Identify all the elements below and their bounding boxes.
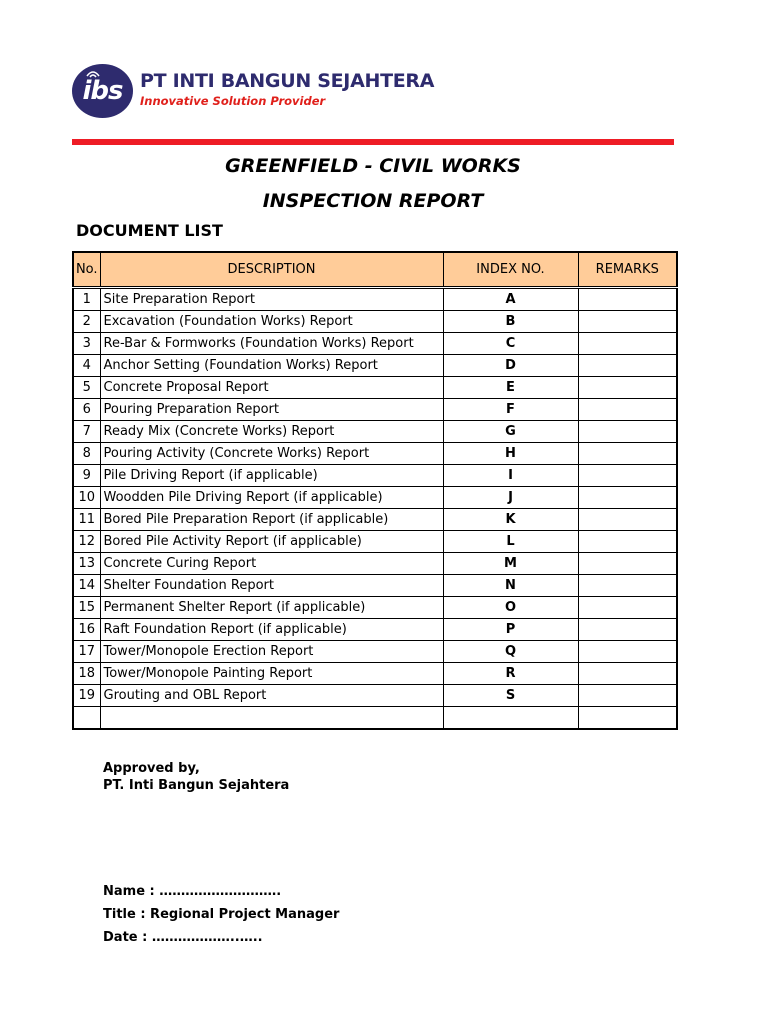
table-row bbox=[73, 509, 677, 531]
table-row bbox=[73, 685, 677, 707]
row-remarks bbox=[578, 509, 677, 531]
table-row bbox=[73, 553, 677, 575]
row-description bbox=[100, 707, 443, 730]
row-number: 9 bbox=[73, 465, 100, 487]
row-description: Pile Driving Report (if applicable) bbox=[100, 465, 443, 487]
row-index bbox=[443, 707, 578, 730]
row-remarks bbox=[578, 707, 677, 730]
section-label: DOCUMENT LIST bbox=[76, 221, 223, 240]
row-description: Excavation (Foundation Works) Report bbox=[100, 311, 443, 333]
row-index: B bbox=[443, 311, 578, 333]
row-remarks bbox=[578, 421, 677, 443]
row-description: Tower/Monopole Erection Report bbox=[100, 641, 443, 663]
company-logo bbox=[72, 64, 435, 120]
row-remarks bbox=[578, 685, 677, 707]
row-index: R bbox=[443, 663, 578, 685]
row-description: Permanent Shelter Report (if applicable) bbox=[100, 597, 443, 619]
row-number bbox=[73, 707, 100, 730]
row-index: C bbox=[443, 333, 578, 355]
signal-wave-icon bbox=[86, 68, 100, 78]
table-header-row bbox=[73, 252, 677, 288]
row-index: A bbox=[443, 288, 578, 311]
row-index: K bbox=[443, 509, 578, 531]
company-name: PT INTI BANGUN SEJAHTERA bbox=[140, 70, 435, 92]
row-index: D bbox=[443, 355, 578, 377]
row-number: 14 bbox=[73, 575, 100, 597]
approval-block bbox=[103, 760, 289, 794]
approving-organization: PT. Inti Bangun Sejahtera bbox=[103, 778, 290, 793]
row-remarks bbox=[578, 399, 677, 421]
row-number: 2 bbox=[73, 311, 100, 333]
signature-date-line: Date : ………………..….. bbox=[103, 930, 263, 945]
row-number: 16 bbox=[73, 619, 100, 641]
column-header-remarks: REMARKS bbox=[578, 252, 677, 288]
row-description: Re-Bar & Formworks (Foundation Works) Report bbox=[100, 333, 443, 355]
row-index: J bbox=[443, 487, 578, 509]
signature-name-line: Name : ………………………. bbox=[103, 884, 282, 899]
table-row bbox=[73, 597, 677, 619]
row-description: Site Preparation Report bbox=[100, 288, 443, 311]
row-description: Pouring Preparation Report bbox=[100, 399, 443, 421]
row-remarks bbox=[578, 597, 677, 619]
logo-mark bbox=[72, 64, 133, 118]
row-description: Bored Pile Preparation Report (if applicable) bbox=[100, 509, 443, 531]
column-header-description: DESCRIPTION bbox=[100, 252, 443, 288]
row-description: Woodden Pile Driving Report (if applicable) bbox=[100, 487, 443, 509]
row-description: Anchor Setting (Foundation Works) Report bbox=[100, 355, 443, 377]
row-number: 3 bbox=[73, 333, 100, 355]
approved-by-label: Approved by, bbox=[103, 761, 200, 776]
row-number: 11 bbox=[73, 509, 100, 531]
table-row bbox=[73, 707, 677, 730]
row-remarks bbox=[578, 487, 677, 509]
row-number: 5 bbox=[73, 377, 100, 399]
row-number: 6 bbox=[73, 399, 100, 421]
row-remarks bbox=[578, 377, 677, 399]
row-index: G bbox=[443, 421, 578, 443]
logo-text: ibs bbox=[82, 76, 123, 106]
row-remarks bbox=[578, 465, 677, 487]
row-description: Pouring Activity (Concrete Works) Report bbox=[100, 443, 443, 465]
row-index: S bbox=[443, 685, 578, 707]
row-index: P bbox=[443, 619, 578, 641]
row-number: 8 bbox=[73, 443, 100, 465]
table-row bbox=[73, 399, 677, 421]
row-remarks bbox=[578, 288, 677, 311]
row-number: 7 bbox=[73, 421, 100, 443]
company-tagline: Innovative Solution Provider bbox=[140, 94, 326, 108]
row-number: 12 bbox=[73, 531, 100, 553]
row-number: 15 bbox=[73, 597, 100, 619]
row-description: Bored Pile Activity Report (if applicable) bbox=[100, 531, 443, 553]
row-remarks bbox=[578, 641, 677, 663]
row-index: O bbox=[443, 597, 578, 619]
row-remarks bbox=[578, 553, 677, 575]
report-subtitle: INSPECTION REPORT bbox=[262, 190, 484, 212]
row-number: 18 bbox=[73, 663, 100, 685]
table-row bbox=[73, 311, 677, 333]
row-description: Tower/Monopole Painting Report bbox=[100, 663, 443, 685]
row-index: I bbox=[443, 465, 578, 487]
table-row bbox=[73, 465, 677, 487]
table-row bbox=[73, 377, 677, 399]
row-index: M bbox=[443, 553, 578, 575]
row-number: 13 bbox=[73, 553, 100, 575]
table-row bbox=[73, 288, 677, 311]
row-number: 4 bbox=[73, 355, 100, 377]
table-row bbox=[73, 355, 677, 377]
row-index: N bbox=[443, 575, 578, 597]
row-remarks bbox=[578, 311, 677, 333]
row-number: 19 bbox=[73, 685, 100, 707]
row-remarks bbox=[578, 355, 677, 377]
row-description: Shelter Foundation Report bbox=[100, 575, 443, 597]
table-row bbox=[73, 641, 677, 663]
row-description: Concrete Proposal Report bbox=[100, 377, 443, 399]
table-row bbox=[73, 421, 677, 443]
row-index: H bbox=[443, 443, 578, 465]
row-number: 10 bbox=[73, 487, 100, 509]
header-divider bbox=[72, 139, 674, 145]
row-remarks bbox=[578, 663, 677, 685]
row-number: 1 bbox=[73, 288, 100, 311]
table-row bbox=[73, 443, 677, 465]
row-remarks bbox=[578, 333, 677, 355]
table-row bbox=[73, 333, 677, 355]
row-description: Ready Mix (Concrete Works) Report bbox=[100, 421, 443, 443]
row-description: Grouting and OBL Report bbox=[100, 685, 443, 707]
column-header-index: INDEX NO. bbox=[443, 252, 578, 288]
table-row bbox=[73, 487, 677, 509]
row-number: 17 bbox=[73, 641, 100, 663]
row-index: E bbox=[443, 377, 578, 399]
report-title: GREENFIELD - CIVIL WORKS bbox=[225, 155, 521, 177]
table-row bbox=[73, 663, 677, 685]
row-remarks bbox=[578, 575, 677, 597]
table-row bbox=[73, 619, 677, 641]
table-row bbox=[73, 531, 677, 553]
column-header-no: No. bbox=[73, 252, 100, 288]
row-index: L bbox=[443, 531, 578, 553]
row-remarks bbox=[578, 443, 677, 465]
table-row bbox=[73, 575, 677, 597]
row-index: F bbox=[443, 399, 578, 421]
signature-title-line: Title : Regional Project Manager bbox=[103, 907, 340, 922]
row-description: Raft Foundation Report (if applicable) bbox=[100, 619, 443, 641]
row-index: Q bbox=[443, 641, 578, 663]
row-remarks bbox=[578, 619, 677, 641]
row-description: Concrete Curing Report bbox=[100, 553, 443, 575]
document-list-table bbox=[72, 251, 678, 730]
row-remarks bbox=[578, 531, 677, 553]
